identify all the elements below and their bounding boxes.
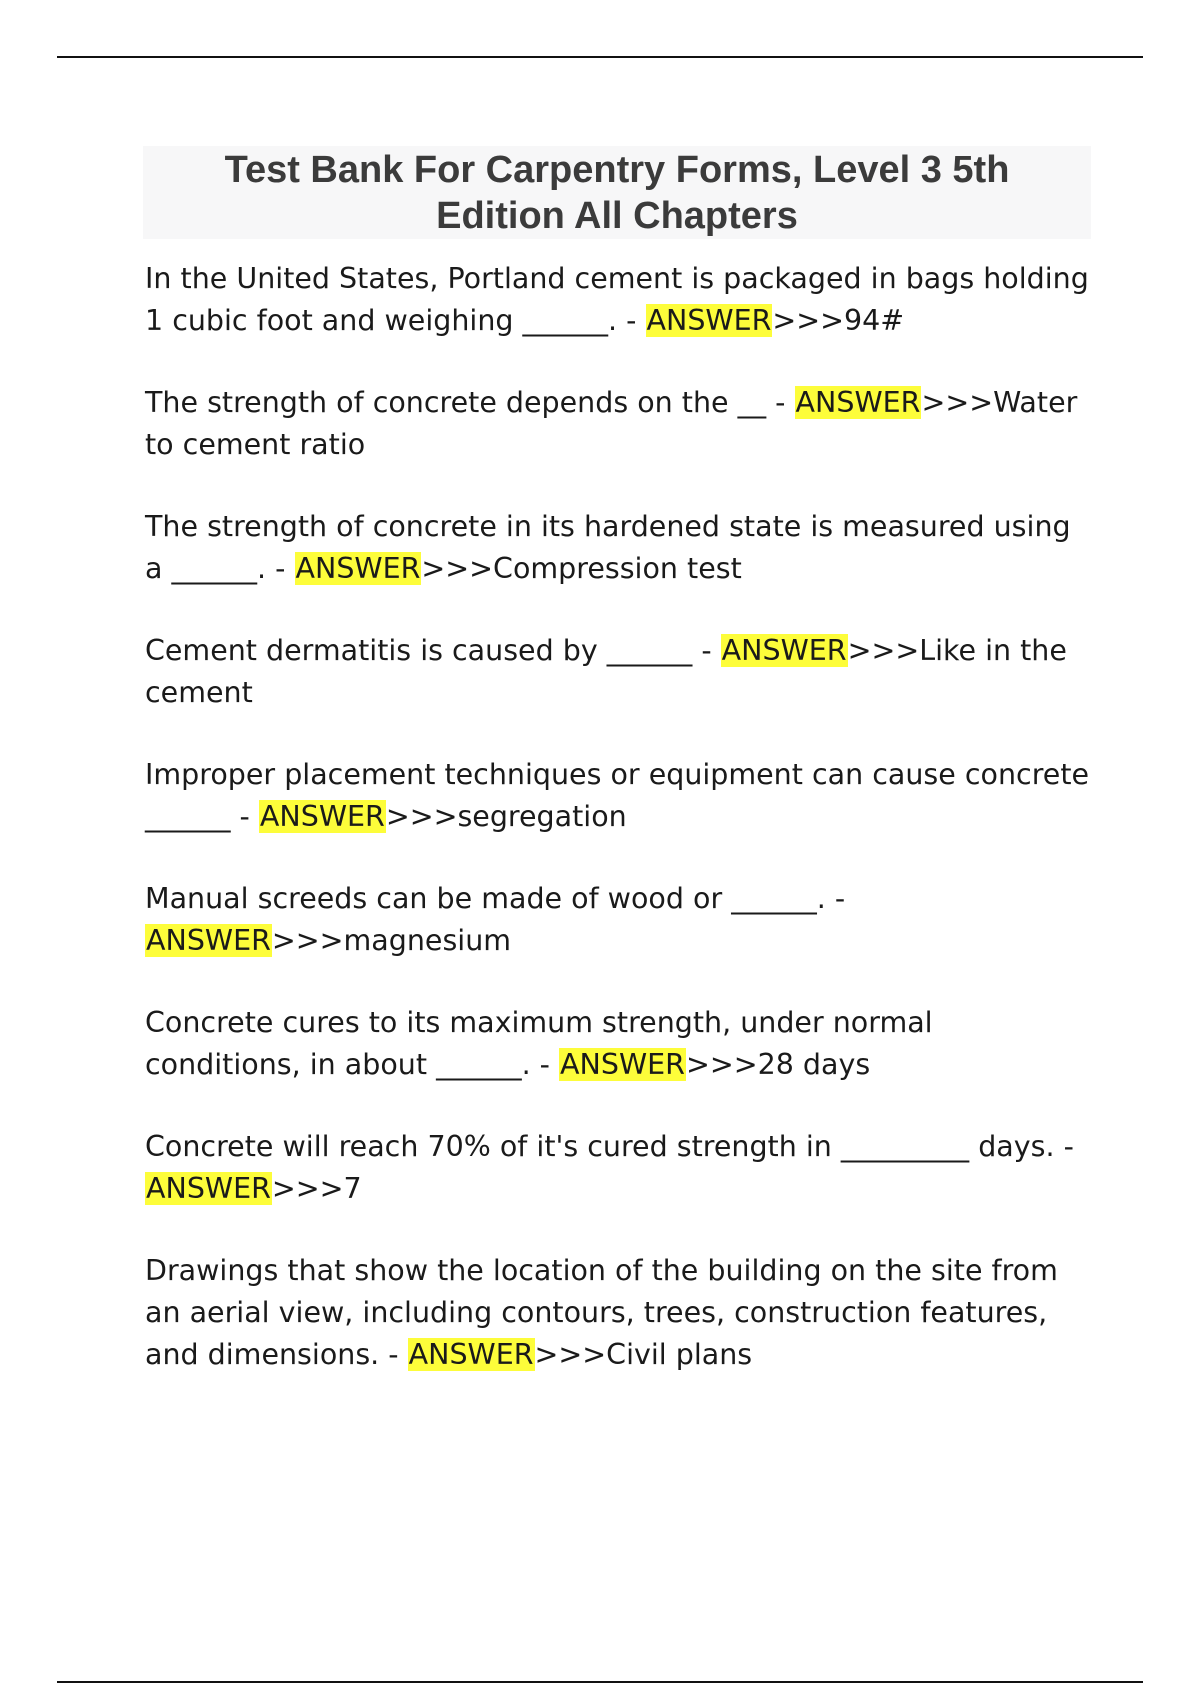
answer-text: >>>28 days [685, 1048, 871, 1081]
page-title: Test Bank For Carpentry Forms, Level 3 5th Edition All Chapters [224, 148, 1010, 237]
question-text: The strength of concrete in its hardened state is measured using a ______. - [145, 510, 1071, 585]
answer-label-highlight: ANSWER [560, 1048, 685, 1081]
question-text: In the United States, Portland cement is packaged in bags holding 1 cubic foot and weighing ______. - [145, 262, 1089, 337]
question-text: Manual screeds can be made of wood or ______. - [145, 882, 846, 915]
question-text: Concrete will reach 70% of it's cured strength in _________ days. - [145, 1130, 1074, 1163]
answer-text: >>>Like in the cement [145, 634, 1067, 709]
question-text: The strength of concrete depends on the __ - [145, 386, 795, 419]
answer-text: >>>Compression test [421, 552, 742, 585]
title-band [143, 146, 1091, 239]
qa-item [145, 382, 1095, 466]
answer-label-highlight: ANSWER [295, 552, 421, 585]
question-text: Drawings that show the location of the building on the site from an aerial view, including contours, trees, construction features, and dimensions. - [145, 1254, 1058, 1371]
qa-item [145, 754, 1095, 838]
answer-label-highlight: ANSWER [259, 800, 385, 833]
qa-item [145, 258, 1095, 342]
answer-text: >>>segregation [385, 800, 627, 833]
answer-text: >>>magnesium [271, 924, 512, 957]
qa-list [145, 258, 1095, 1416]
answer-text: >>>Water to cement ratio [145, 386, 1078, 461]
answer-label-highlight: ANSWER [146, 924, 271, 957]
answer-label-highlight: ANSWER [646, 304, 772, 337]
qa-item [145, 1126, 1095, 1210]
answer-label-highlight: ANSWER [721, 634, 847, 667]
answer-label-highlight: ANSWER [408, 1338, 534, 1371]
question-text: Cement dermatitis is caused by ______ - [145, 634, 721, 667]
bottom-rule [57, 1681, 1143, 1683]
qa-item [145, 878, 1095, 962]
answer-label-highlight: ANSWER [146, 1172, 271, 1205]
qa-item [145, 630, 1095, 714]
qa-item [145, 1250, 1095, 1376]
answer-text: >>>Civil plans [534, 1338, 753, 1371]
answer-text: >>>94# [772, 304, 905, 337]
answer-label-highlight: ANSWER [795, 386, 921, 419]
top-rule [57, 56, 1143, 58]
qa-item [145, 506, 1095, 590]
qa-item [145, 1002, 1095, 1086]
question-text: Improper placement techniques or equipment can cause concrete ______ - [145, 758, 1090, 833]
question-text: Concrete cures to its maximum strength, under normal conditions, in about ______. - [145, 1006, 933, 1081]
answer-text: >>>7 [271, 1172, 362, 1205]
